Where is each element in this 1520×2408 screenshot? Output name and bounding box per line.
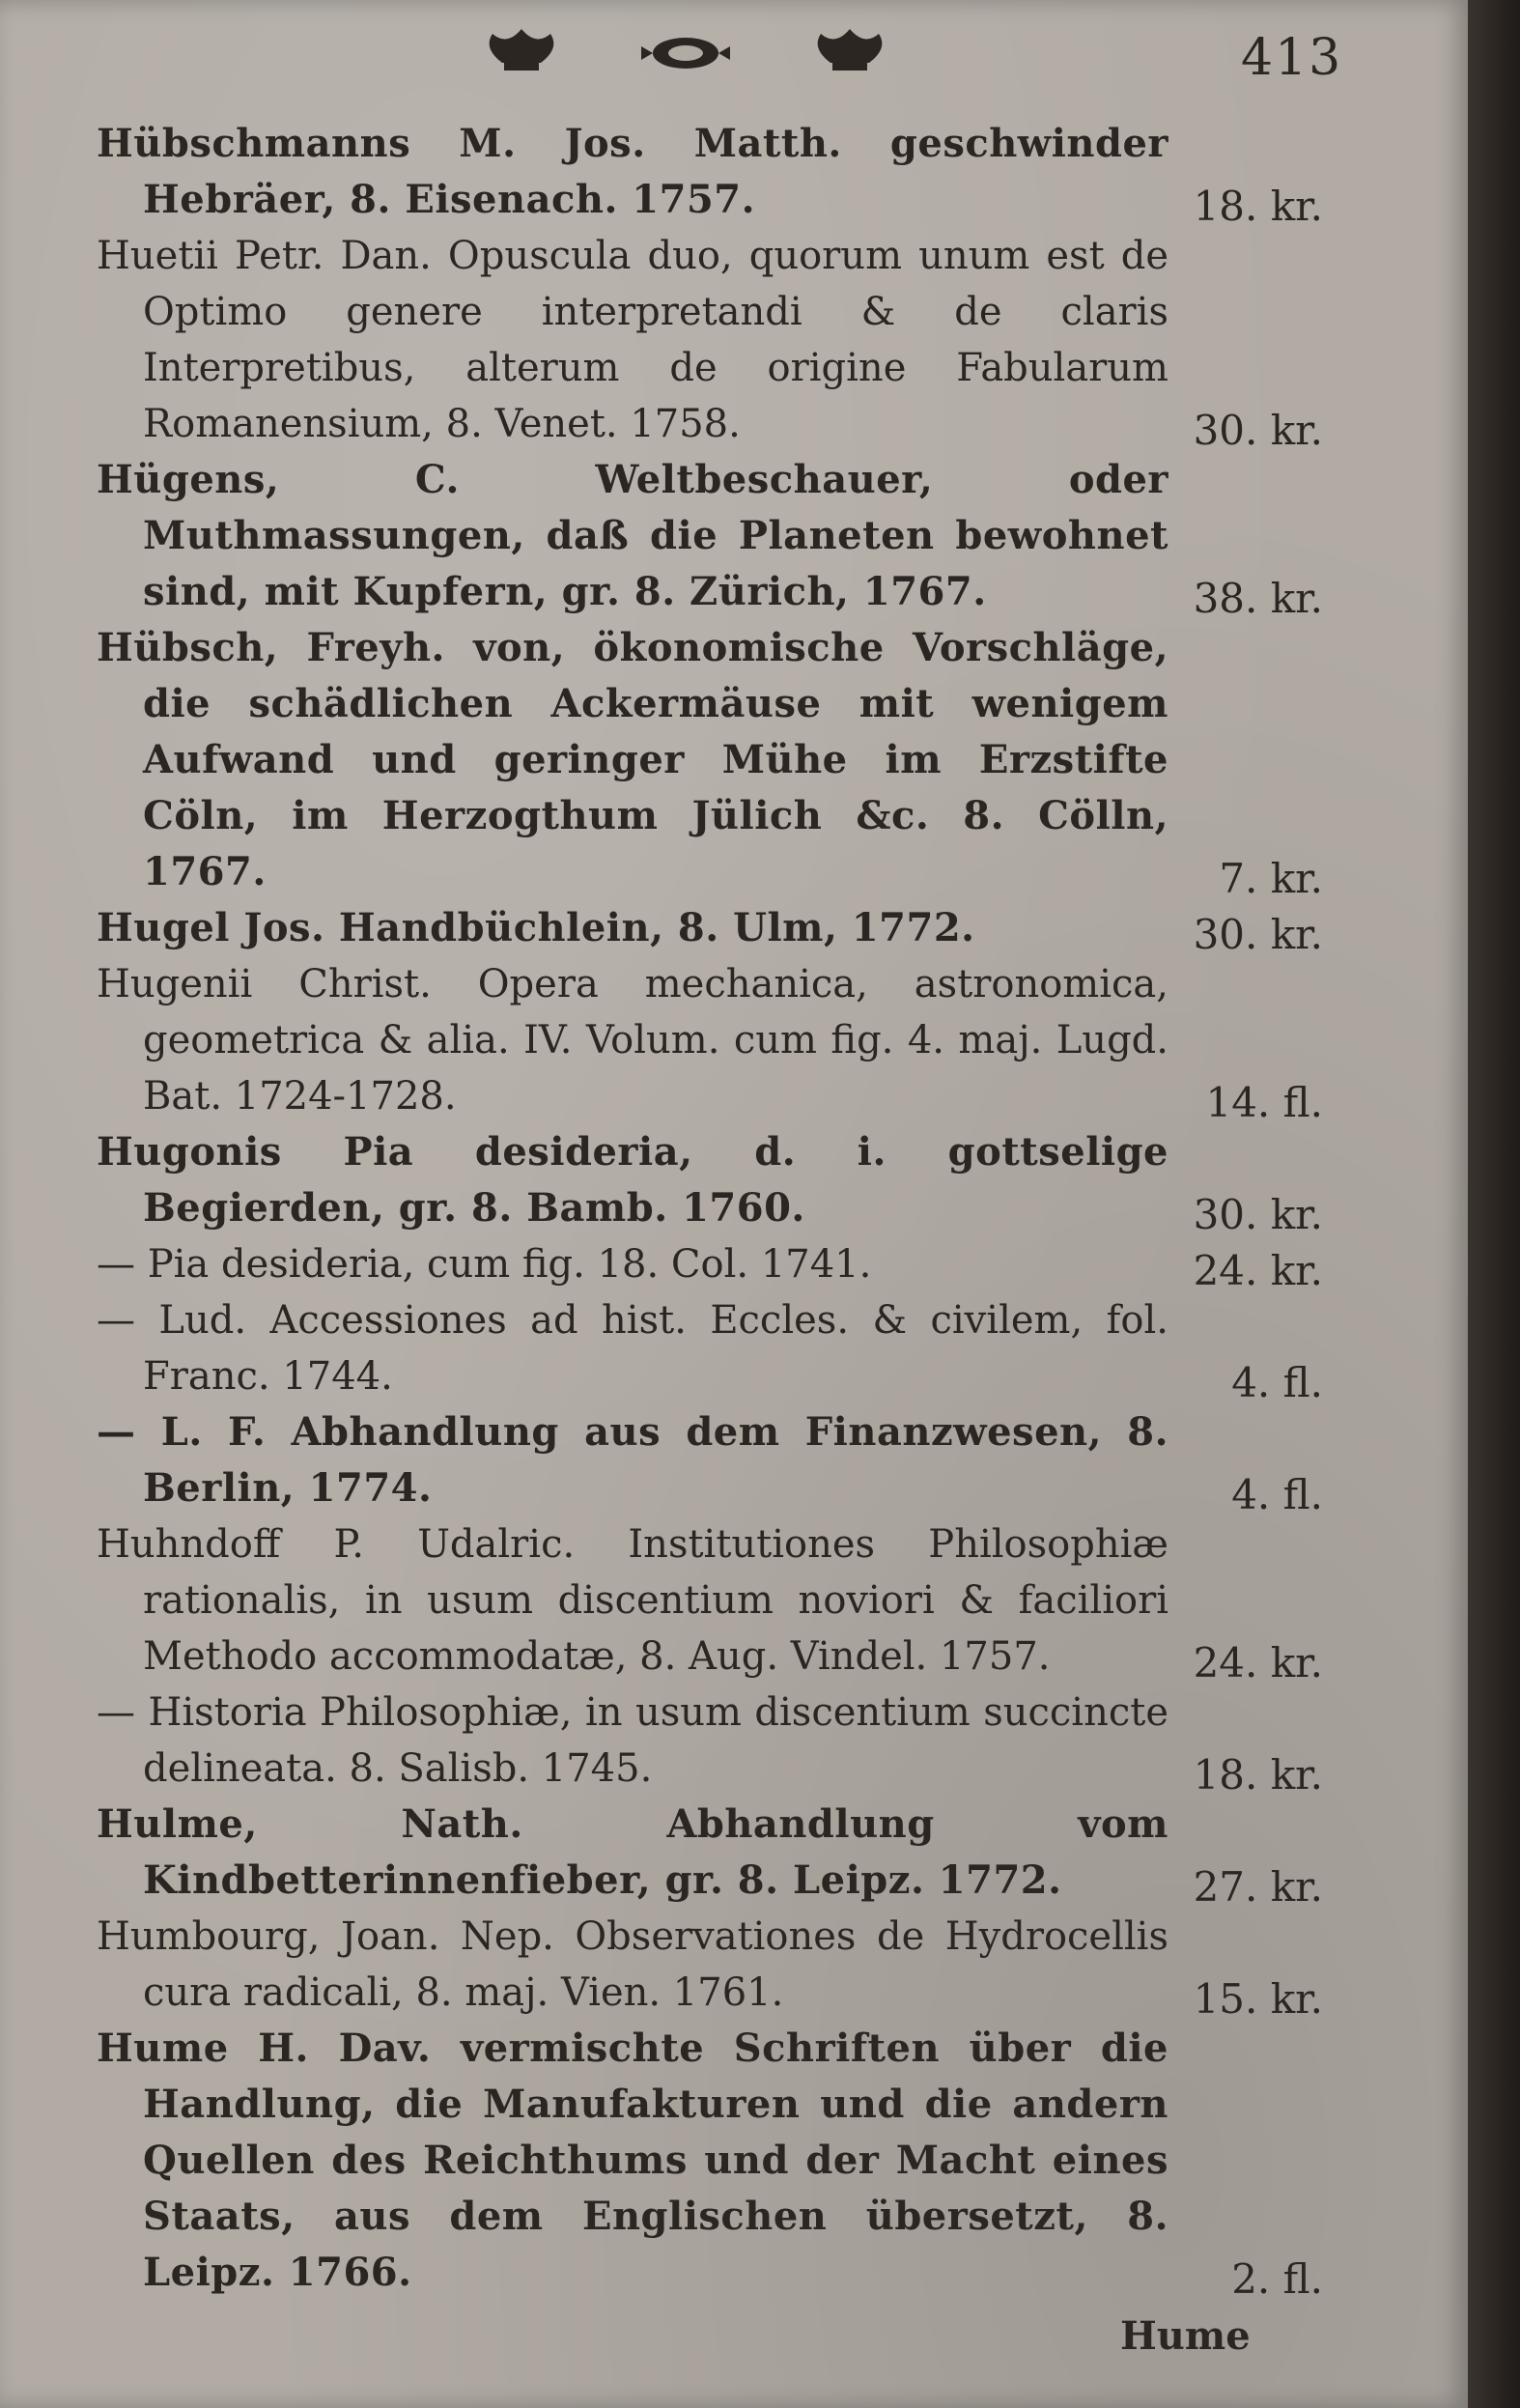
catalog-entry xyxy=(97,1685,1323,1797)
catalog-entry xyxy=(97,452,1323,620)
catalog-entry xyxy=(97,620,1323,900)
catalog-entry xyxy=(97,1124,1323,1236)
entry-price: 14. fl. xyxy=(1205,1079,1323,1126)
entry-price: 30. kr. xyxy=(1193,407,1323,454)
entry-text: Hulme, Nath. Abhandlung vom Kindbetterinnenfieber, gr. 8. Leipz. 1772. xyxy=(97,1801,1168,1903)
entry-text: Hugonis Pia desideria, d. i. gottselige Begierden, gr. 8. Bamb. 1760. xyxy=(97,1129,1168,1231)
entry-price: 18. kr. xyxy=(1193,183,1323,230)
catalog-entry xyxy=(97,1236,1323,1292)
entry-text: — L. F. Abhandlung aus dem Finanzwesen, 8. Berlin, 1774. xyxy=(97,1409,1168,1511)
page-edge xyxy=(1468,0,1520,2408)
entry-text: Hügens, C. Weltbeschauer, oder Muthmassungen, daß die Planeten bewohnet sind, mit Kupfern, gr. 8. Zürich, 1767. xyxy=(97,457,1168,614)
entry-text: Hübsch, Freyh. von, ökonomische Vorschläge, die schädlichen Ackermäuse mit wenigem Aufwand und geringer Mühe im Erzstifte Cöln, im Herzogthum Jülich &c. 8. Cölln, 1767. xyxy=(97,625,1168,894)
entry-price: 7. kr. xyxy=(1219,855,1323,902)
entry-text: Humbourg, Joan. Nep. Observationes de Hydrocellis cura radicali, 8. maj. Vien. 1761. xyxy=(97,1914,1168,2015)
entry-text: — Lud. Accessiones ad hist. Eccles. & civilem, fol. Franc. 1744. xyxy=(97,1298,1168,1399)
entry-text: Hübschmanns M. Jos. Matth. geschwinder Hebräer, 8. Eisenach. 1757. xyxy=(97,121,1168,222)
entry-price: 24. kr. xyxy=(1193,1247,1323,1294)
entry-price: 27. kr. xyxy=(1193,1863,1323,1911)
entry-price: 30. kr. xyxy=(1193,1191,1323,1238)
entry-price: 15. kr. xyxy=(1193,1975,1323,2023)
printers-ornament xyxy=(464,19,927,87)
entry-price: 2. fl. xyxy=(1231,2255,1323,2303)
page-number: 413 xyxy=(1241,29,1343,87)
catchword: Hume xyxy=(1120,2313,1251,2359)
catalog-entry xyxy=(97,1797,1323,1909)
catalog-entry xyxy=(97,956,1323,1124)
entry-text: Hugenii Christ. Opera mechanica, astronomica, geometrica & alia. IV. Volum. cum fig. 4. maj. Lugd. Bat. 1724-1728. xyxy=(97,962,1168,1119)
catalog-entry xyxy=(97,1404,1323,1516)
entry-text: Huetii Petr. Dan. Opuscula duo, quorum unum est de Optimo genere interpretandi & de claris Interpretibus, alterum de origine Fabularum Romanensium, 8. Venet. 1758. xyxy=(97,234,1168,446)
catalog-entry xyxy=(97,900,1323,956)
entry-text: Hume H. Dav. vermischte Schriften über die Handlung, die Manufakturen und die andern Quellen des Reichthums und der Macht eines Staats, aus dem Englischen übersetzt, 8. Leipz. 1766. xyxy=(97,2026,1168,2295)
catalog-entry xyxy=(97,116,1323,228)
entry-text: Hugel Jos. Handbüchlein, 8. Ulm, 1772. xyxy=(97,905,975,950)
catalog-entry xyxy=(97,1909,1323,2021)
catalog-entry xyxy=(97,1516,1323,1685)
entry-text: Huhndoff P. Udalric. Institutiones Philosophiæ rationalis, in usum discentium noviori & faciliori Methodo accommodatæ, 8. Aug. Vindel. 1757. xyxy=(97,1522,1168,1679)
entry-price: 4. fl. xyxy=(1231,1471,1323,1518)
catalog-entry xyxy=(97,2021,1323,2301)
catalog-entry-list xyxy=(97,116,1323,2301)
entry-text: — Historia Philosophiæ, in usum discentium succincte delineata. 8. Salisb. 1745. xyxy=(97,1690,1168,1791)
entry-price: 18. kr. xyxy=(1193,1751,1323,1799)
catalog-entry xyxy=(97,1292,1323,1404)
entry-price: 4. fl. xyxy=(1231,1359,1323,1406)
entry-price: 30. kr. xyxy=(1193,911,1323,958)
entry-text: — Pia desideria, cum fig. 18. Col. 1741. xyxy=(97,1242,872,1287)
catalog-entry xyxy=(97,228,1323,452)
entry-price: 38. kr. xyxy=(1193,575,1323,622)
entry-price: 24. kr. xyxy=(1193,1639,1323,1686)
